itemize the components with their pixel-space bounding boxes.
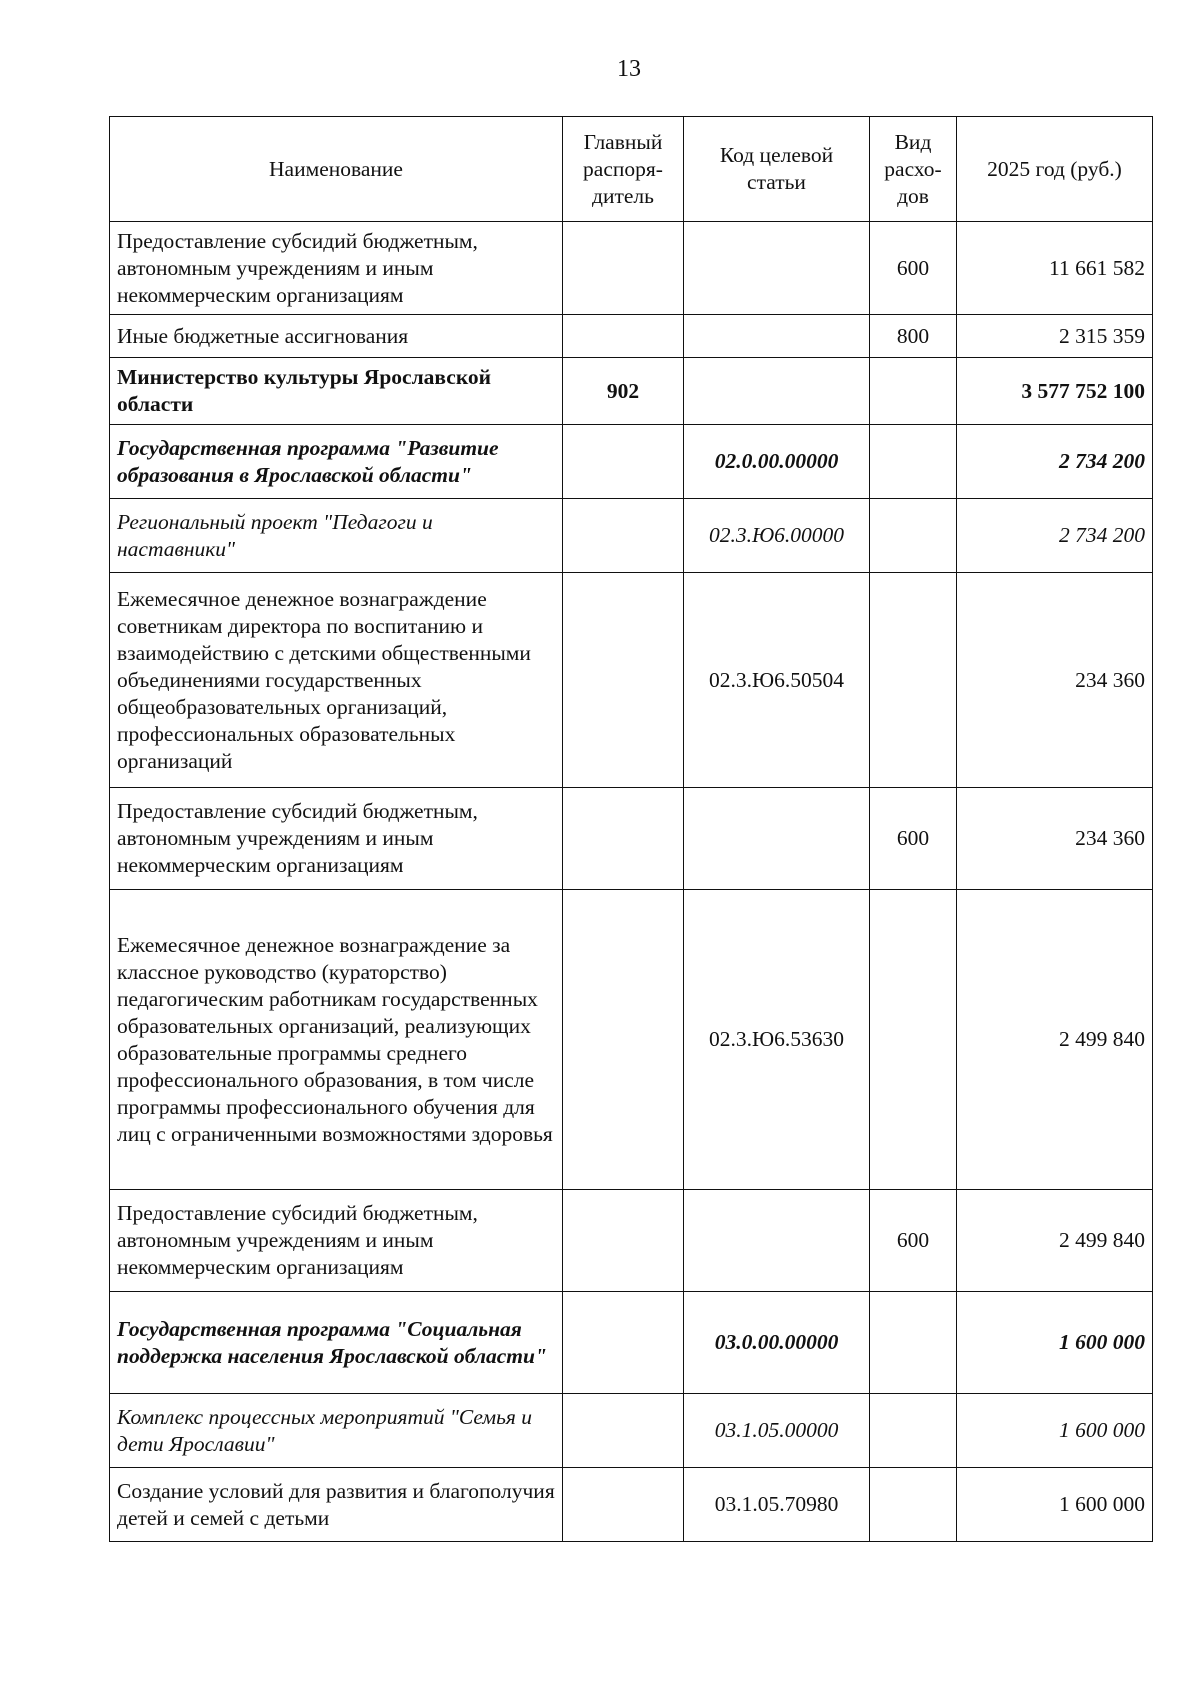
row-name: Комплекс процессных мероприятий "Семья и дети Ярославии": [110, 1394, 563, 1468]
header-amount-2025: 2025 год (руб.): [957, 117, 1153, 222]
row-chief-administrator: [563, 425, 684, 499]
row-target-code: 02.3.Ю6.53630: [684, 890, 870, 1190]
row-amount: 2 734 200: [957, 499, 1153, 573]
table-row: [110, 1394, 1153, 1468]
row-name: Иные бюджетные ассигнования: [110, 315, 563, 358]
row-name: Министерство культуры Ярославской области: [110, 358, 563, 425]
row-amount: 234 360: [957, 573, 1153, 788]
row-name: Государственная программа "Социальная поддержка населения Ярославской области": [110, 1292, 563, 1394]
row-expense-type: [870, 890, 957, 1190]
row-name: Ежемесячное денежное вознаграждение за классное руководство (кураторство) педагогическим работникам государственных образовательных организаций, реализующих образовательные программы среднего профессионального образования, в том числе программы профессионального обучения для лиц с ограниченными возможностями здоровья: [110, 890, 563, 1190]
row-expense-type: 600: [870, 788, 957, 890]
row-amount: 1 600 000: [957, 1468, 1153, 1542]
row-amount: 2 499 840: [957, 1190, 1153, 1292]
row-target-code: 03.1.05.70980: [684, 1468, 870, 1542]
row-target-code: [684, 222, 870, 315]
row-name: Создание условий для развития и благополучия детей и семей с детьми: [110, 1468, 563, 1542]
row-chief-administrator: [563, 1292, 684, 1394]
table-row: [110, 425, 1153, 499]
row-amount: 3 577 752 100: [957, 358, 1153, 425]
row-chief-administrator: [563, 1468, 684, 1542]
row-target-code: [684, 358, 870, 425]
row-expense-type: 600: [870, 1190, 957, 1292]
row-target-code: [684, 1190, 870, 1292]
row-chief-administrator: [563, 890, 684, 1190]
row-chief-administrator: [563, 788, 684, 890]
row-target-code: 03.1.05.00000: [684, 1394, 870, 1468]
row-amount: 234 360: [957, 788, 1153, 890]
budget-table: [109, 116, 1153, 1542]
header-chief-administrator: Главный распоря-дитель: [563, 117, 684, 222]
row-expense-type: 600: [870, 222, 957, 315]
table-row: [110, 222, 1153, 315]
row-target-code: [684, 315, 870, 358]
table-row: [110, 1292, 1153, 1394]
row-name: Ежемесячное денежное вознаграждение советникам директора по воспитанию и взаимодействию с детскими общественными объединениями государственных общеобразовательных организаций, профессиональных образовательных организаций: [110, 573, 563, 788]
row-expense-type: [870, 1394, 957, 1468]
table-header-row: [110, 117, 1153, 222]
table-row: [110, 1468, 1153, 1542]
row-name: Государственная программа "Развитие образования в Ярославской области": [110, 425, 563, 499]
row-target-code: 03.0.00.00000: [684, 1292, 870, 1394]
row-chief-administrator: 902: [563, 358, 684, 425]
row-chief-administrator: [563, 1394, 684, 1468]
row-amount: 2 315 359: [957, 315, 1153, 358]
row-name: Региональный проект "Педагоги и наставники": [110, 499, 563, 573]
row-amount: 1 600 000: [957, 1292, 1153, 1394]
row-target-code: 02.3.Ю6.00000: [684, 499, 870, 573]
header-name: Наименование: [110, 117, 563, 222]
row-expense-type: 800: [870, 315, 957, 358]
row-expense-type: [870, 499, 957, 573]
header-target-code: Код целевой статьи: [684, 117, 870, 222]
row-name: Предоставление субсидий бюджетным, автономным учреждениям и иным некоммерческим организациям: [110, 788, 563, 890]
row-chief-administrator: [563, 499, 684, 573]
row-expense-type: [870, 1468, 957, 1542]
row-expense-type: [870, 573, 957, 788]
row-amount: 2 734 200: [957, 425, 1153, 499]
header-expense-type: Вид расхо-дов: [870, 117, 957, 222]
row-name: Предоставление субсидий бюджетным, автономным учреждениям и иным некоммерческим организациям: [110, 222, 563, 315]
table-row: [110, 1190, 1153, 1292]
row-expense-type: [870, 358, 957, 425]
row-name: Предоставление субсидий бюджетным, автономным учреждениям и иным некоммерческим организациям: [110, 1190, 563, 1292]
table-row: [110, 890, 1153, 1190]
table-row: [110, 499, 1153, 573]
table-row: [110, 573, 1153, 788]
row-amount: 11 661 582: [957, 222, 1153, 315]
table-row: [110, 358, 1153, 425]
row-chief-administrator: [563, 1190, 684, 1292]
row-chief-administrator: [563, 315, 684, 358]
row-chief-administrator: [563, 573, 684, 788]
row-amount: 1 600 000: [957, 1394, 1153, 1468]
table-row: [110, 788, 1153, 890]
row-target-code: [684, 788, 870, 890]
page-number: 13: [617, 56, 641, 82]
row-expense-type: [870, 425, 957, 499]
row-amount: 2 499 840: [957, 890, 1153, 1190]
table-row: [110, 315, 1153, 358]
row-target-code: 02.0.00.00000: [684, 425, 870, 499]
row-target-code: 02.3.Ю6.50504: [684, 573, 870, 788]
row-chief-administrator: [563, 222, 684, 315]
row-expense-type: [870, 1292, 957, 1394]
